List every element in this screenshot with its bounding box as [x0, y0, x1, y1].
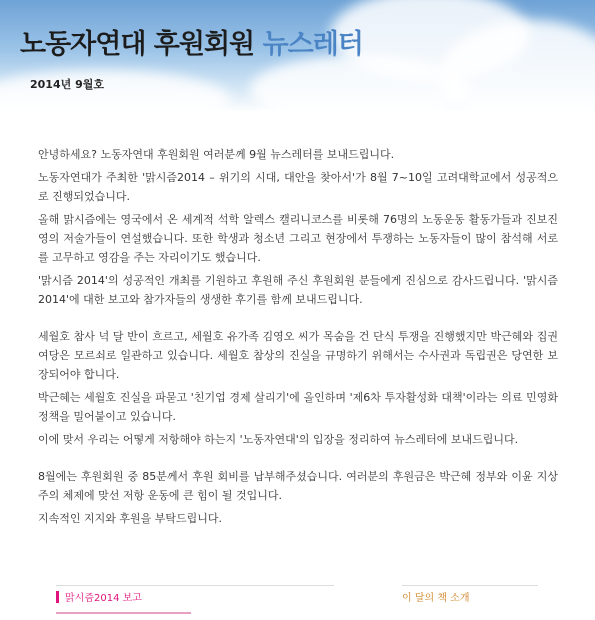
section-title-link[interactable]: 맑시즘2014 보고 [65, 593, 142, 604]
title-main: 노동자연대 후원회원 [20, 29, 255, 60]
paragraph: 8월에는 후원회원 중 85분께서 후원 회비를 납부해주셨습니다. 여러분의 후원금은 박근혜 정부와 이윤 지상주의 체제에 맞선 저항 운동에 큰 힘이 될 것입니다. [38, 470, 558, 502]
section-marxism-report [56, 585, 334, 616]
paragraph: 올해 맑시즘에는 영국에서 온 세계적 석학 알렉스 캘리니코스를 비롯해 76명의 노동운동 활동가들과 진보진영의 저술가들이 연설했습니다. 또한 학생과 청소년 그리고 현장에서 투쟁하는 노동자들이 많이 참석해 서로를 고무하고 영감을 주는 자리이기도 했습니다. [38, 213, 558, 264]
paragraph: 노동자연대가 주최한 '맑시즘2014 – 위기의 시대, 대안을 찾아서'가 8월 7~10일 고려대학교에서 성공적으로 진행되었습니다. [38, 171, 558, 203]
issue-date: 2014년 9월호 [30, 78, 104, 91]
section-book-of-month [402, 585, 538, 616]
letter-body [38, 145, 558, 532]
section-marker [56, 591, 59, 603]
section-underline [56, 612, 191, 620]
paragraph: 박근혜는 세월호 진실을 파묻고 '친기업 경제 살리기'에 올인하며 '제6차 투자활성화 대책'이라는 의료 민영화 정책을 밀어붙이고 있습니다. [38, 391, 558, 423]
paragraph: 이에 맞서 우리는 어떻게 저항해야 하는지 '노동자연대'의 입장을 정리하여 뉴스레터에 보내드립니다. [38, 433, 519, 446]
page-title [20, 22, 363, 61]
section-title-link[interactable]: 이 달의 책 소개 [402, 593, 470, 604]
newsletter-header [0, 0, 595, 112]
paragraph: 안녕하세요? 노동자연대 후원회원 여러분께 9월 뉴스레터를 보내드립니다. [38, 148, 395, 161]
title-accent: 뉴스레터 [262, 29, 363, 60]
paragraph: '맑시즘 2014'의 성공적인 개최를 기원하고 후원해 주신 후원회원 분들에게 진심으로 감사드립니다. '맑시즘 2014'에 대한 보고와 참가자들의 생생한 후기를 함께 보내드립니다. [38, 274, 558, 306]
paragraph: 세월호 참사 넉 달 반이 흐르고, 세월호 유가족 김영오 씨가 목숨을 건 단식 투쟁을 진행했지만 박근혜와 집권 여당은 모르쇠로 일관하고 있습니다. 세월호 참상의 진실을 규명하기 위해서는 수사권과 독립권은 당연한 보장되어야 합니다. [38, 330, 558, 381]
paragraph: 지속적인 지지와 후원을 부탁드립니다. [38, 512, 223, 525]
